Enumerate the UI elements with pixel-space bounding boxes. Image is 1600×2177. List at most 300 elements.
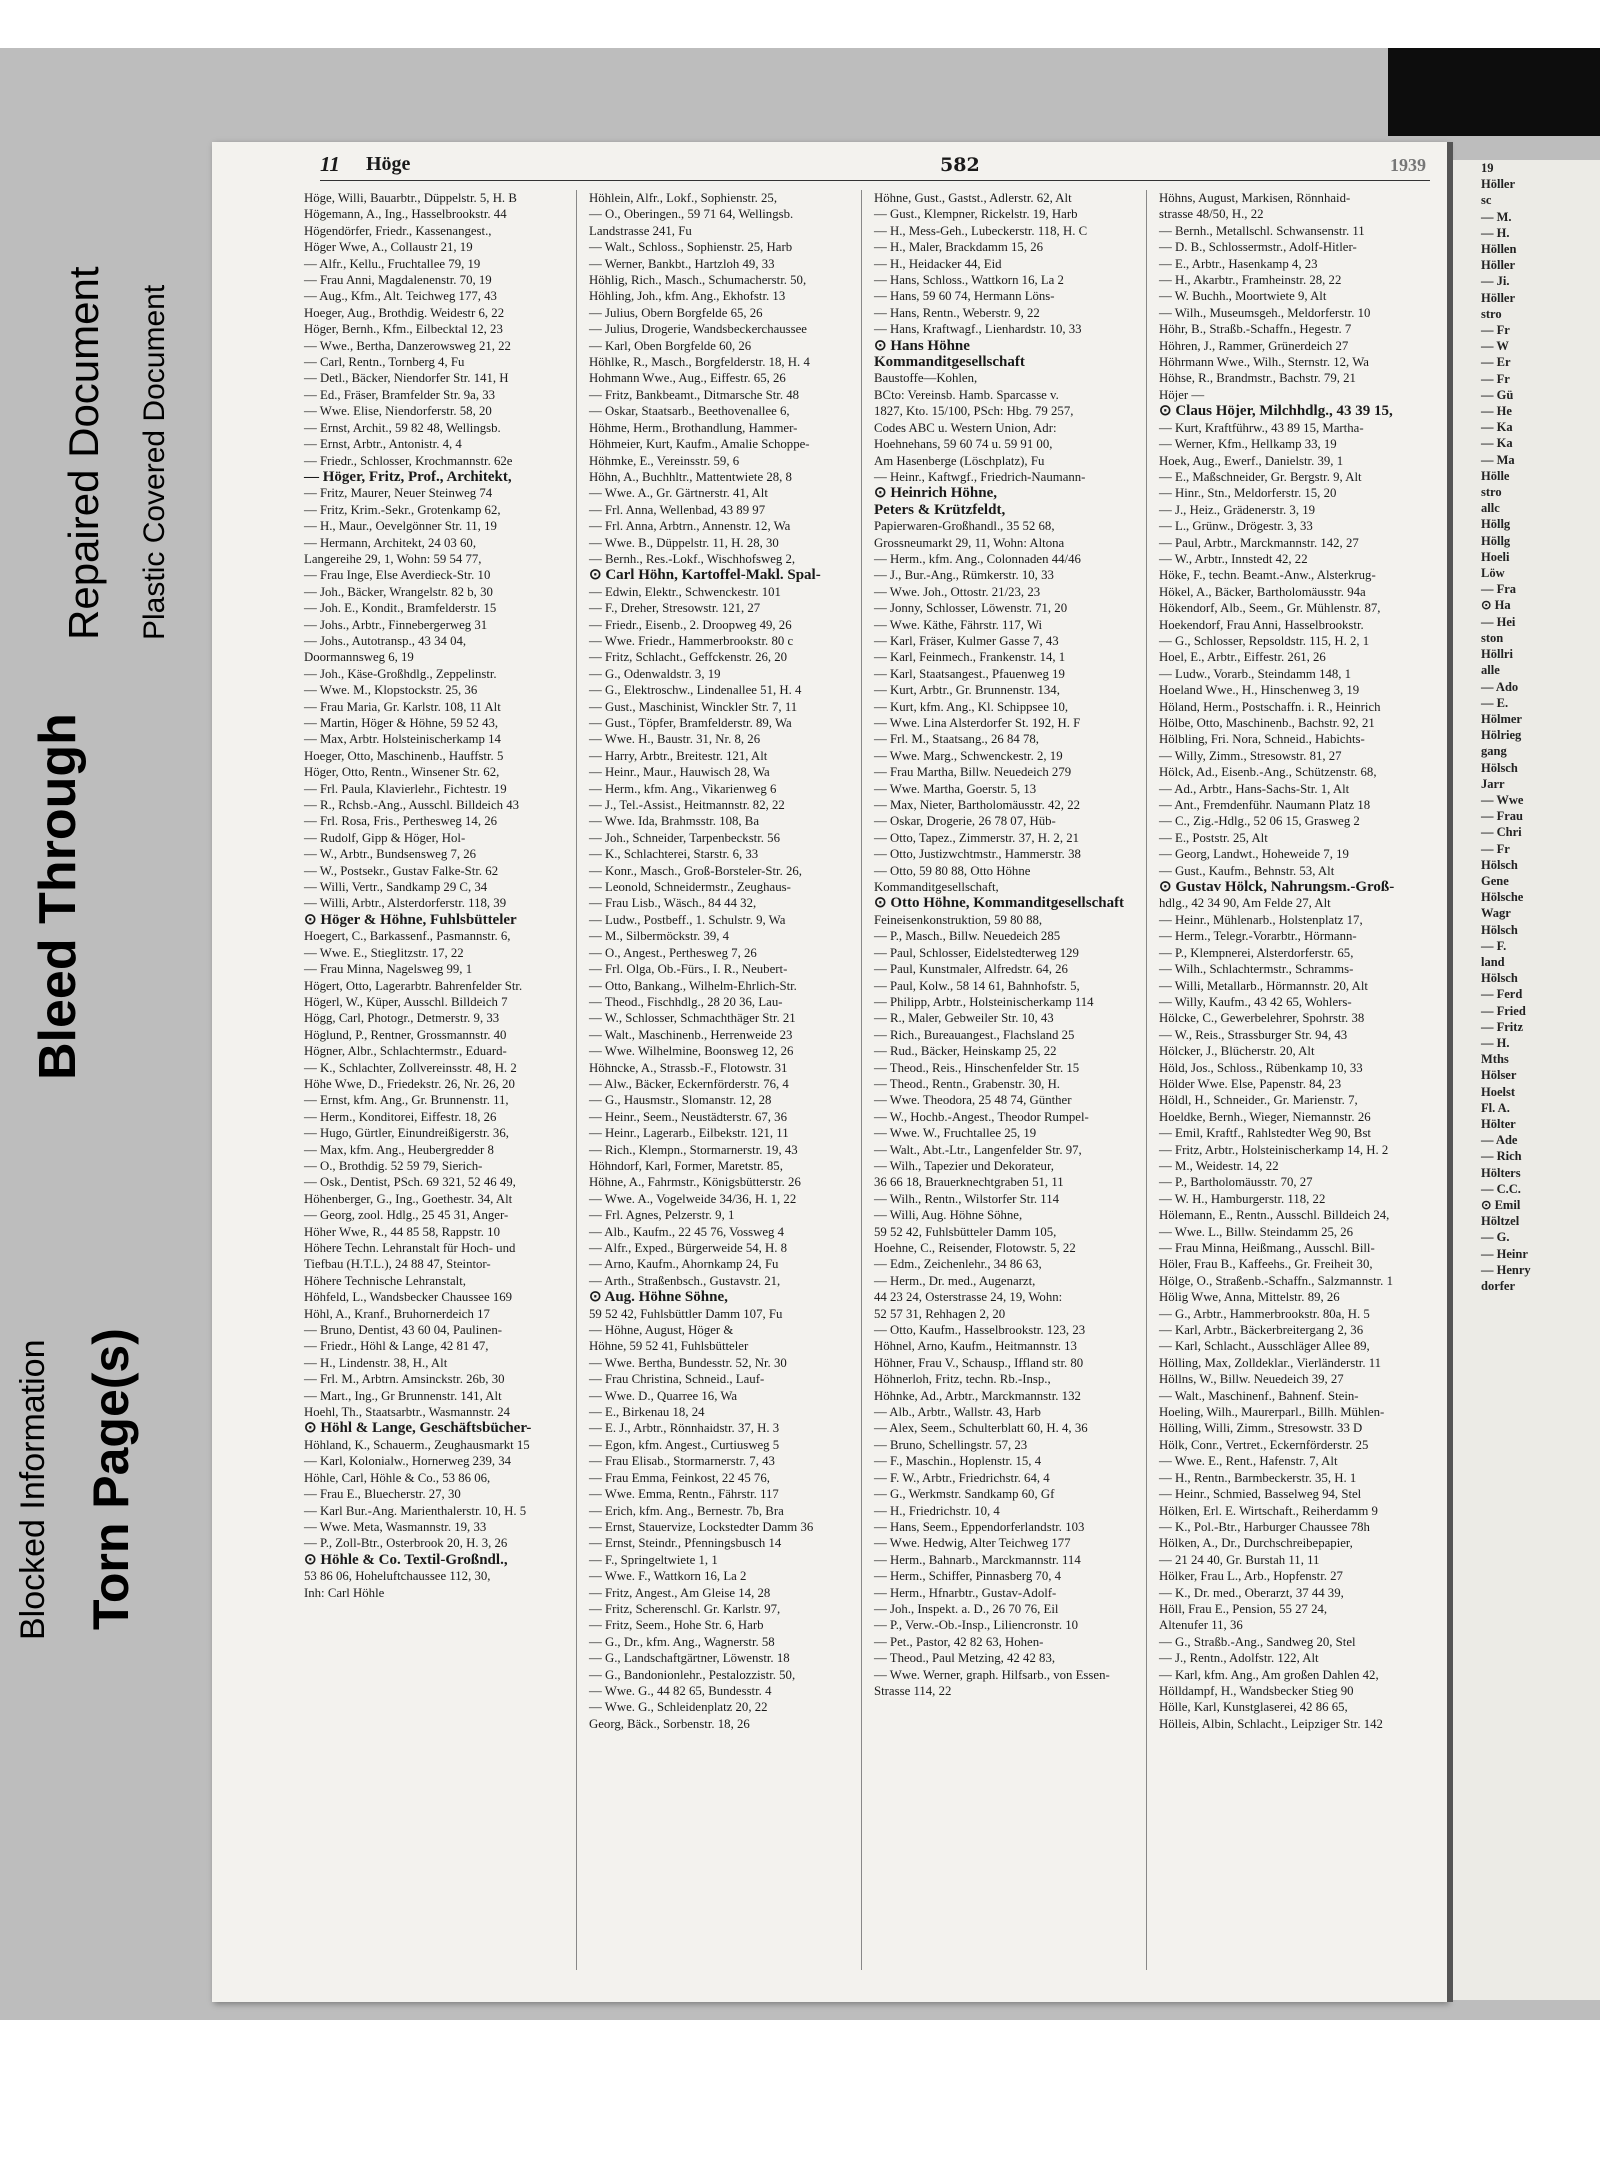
directory-entry: ⊙ Otto Höhne, Kommanditgesellschaft bbox=[874, 895, 1125, 912]
directory-entry: — Herm., Dr. med., Augenarzt, bbox=[874, 1273, 1036, 1288]
next-page-line: — Wwe bbox=[1481, 792, 1524, 807]
directory-entry: — Hans, Kraftwagf., Lienhardstr. 10, 33 bbox=[874, 322, 1082, 337]
directory-entry: Hölge, O., Straßenb.-Schaffn., Salzmannstr. 1 bbox=[1159, 1273, 1393, 1288]
directory-entry: — Johs., Arbtr., Finnebergerweg 31 bbox=[304, 617, 488, 632]
directory-entry: — Frau Lisb., Wäsch., 84 44 32, bbox=[589, 896, 757, 911]
next-page-line: Hölsch bbox=[1481, 857, 1518, 872]
directory-entry: — Frl. Rosa, Fris., Perthesweg 14, 26 bbox=[304, 814, 498, 829]
directory-entry: — Otto, 59 80 88, Otto Höhne bbox=[874, 863, 1031, 878]
directory-entry: — C., Zig.-Hdlg., 52 06 15, Grasweg 2 bbox=[1159, 814, 1360, 829]
directory-entry: — G., Landschaftgärtner, Löwenstr. 18 bbox=[589, 1651, 790, 1666]
directory-entry: — P., Masch., Billw. Neuedeich 285 bbox=[874, 929, 1061, 944]
directory-entry: — Theod., Paul Metzing, 42 42 83, bbox=[874, 1651, 1056, 1666]
directory-entry: Höhlke, R., Masch., Borgfelderstr. 18, H. 4 bbox=[589, 355, 810, 370]
directory-entry: Höldl, H., Schneider., Gr. Marienstr. 7, bbox=[1159, 1093, 1358, 1108]
directory-entry: — Wwe., Bertha, Danzerowsweg 21, 22 bbox=[304, 338, 511, 353]
directory-entry: — Frau Minna, Nagelsweg 99, 1 bbox=[304, 962, 473, 977]
directory-entry: — Kurt, Kraftführw., 43 89 15, Martha- bbox=[1159, 420, 1364, 435]
directory-entry: — Frau Minna, Heißmang., Ausschl. Bill- bbox=[1159, 1241, 1375, 1255]
directory-entry: — P., Klempnerei, Alsterdorferstr. 65, bbox=[1159, 945, 1354, 960]
directory-entry: — Rich., Klempn., Stormarnerstr. 19, 43 bbox=[589, 1142, 798, 1157]
directory-entry: — Herm., Schiffer, Pinnasberg 70, 4 bbox=[874, 1569, 1062, 1584]
next-page-line: Löw bbox=[1481, 566, 1505, 581]
directory-entry: Hoeger, Aug., Brothdig. Weidestr 6, 22 bbox=[304, 305, 505, 320]
directory-entry: — K., Schlachter, Zollvereinsstr. 48, H. 2 bbox=[304, 1060, 517, 1075]
directory-entry: — Herm., kfm. Ang., Vikarienweg 6 bbox=[589, 781, 777, 796]
directory-entry: — W., Reis., Strassburger Str. 94, 43 bbox=[1159, 1027, 1348, 1042]
directory-entry: — Wwe. F., Wattkorn 16, La 2 bbox=[589, 1569, 747, 1584]
directory-entry: ⊙ Aug. Höhne Söhne, bbox=[589, 1289, 728, 1306]
directory-entry: — Bruno, Dentist, 43 60 04, Paulinen- bbox=[304, 1323, 502, 1338]
directory-entry: — Wwe. E., Rent., Hafenstr. 7, Alt bbox=[1159, 1454, 1338, 1469]
directory-entry: — Wwe. Lina Alsterdorfer St. 192, H. F bbox=[874, 716, 1081, 730]
directory-entry: — Edwin, Elektr., Schwenckestr. 101 bbox=[589, 584, 781, 599]
directory-entry: — R., Rchsb.-Ang., Ausschl. Billdeich 43 bbox=[304, 798, 520, 813]
directory-entry: — Wwe. H., Baustr. 31, Nr. 8, 26 bbox=[589, 732, 761, 747]
directory-entry: 59 52 42, Fuhlsbütteler Damm 105, bbox=[874, 1224, 1057, 1239]
next-page-line: — Er bbox=[1481, 355, 1511, 370]
directory-entry: Höhenberger, G., Ing., Goethestr. 34, Alt bbox=[304, 1191, 513, 1206]
directory-entry: — Walt., Abt.-Ltr., Langenfelder Str. 97, bbox=[874, 1142, 1082, 1157]
next-page-line: — Hei bbox=[1481, 614, 1516, 629]
directory-entry: Högg, Carl, Photogr., Detmerstr. 9, 33 bbox=[304, 1011, 500, 1026]
directory-entry: ⊙ Gustav Hölck, Nahrungsm.-Groß- bbox=[1159, 879, 1395, 896]
directory-entry: — Wwe. Martha, Goerstr. 5, 13 bbox=[874, 781, 1037, 796]
directory-entry: — Wwe. Ida, Brahmsstr. 108, Ba bbox=[589, 814, 760, 829]
directory-entry: — Edm., Zeichenlehr., 34 86 63, bbox=[874, 1257, 1042, 1272]
directory-entry: Hoehne, C., Reisender, Flotowstr. 5, 22 bbox=[874, 1241, 1076, 1255]
directory-entry: — Ernst, Arbtr., Antonistr. 4, 4 bbox=[304, 437, 462, 452]
directory-entry: — G., Bandonionlehr., Pestalozzistr. 50, bbox=[589, 1667, 796, 1682]
directory-entry: — Wwe. B., Düppelstr. 11, H. 28, 30 bbox=[589, 535, 779, 550]
directory-entry: — Wwe. G., Schleidenplatz 20, 22 bbox=[589, 1700, 768, 1715]
directory-entry: Hölldampf, H., Wandsbecker Stieg 90 bbox=[1159, 1683, 1354, 1698]
directory-entry: Höglund, P., Rentner, Grossmannstr. 40 bbox=[304, 1027, 507, 1042]
directory-entry: — Carl, Rentn., Tornberg 4, Fu bbox=[304, 355, 465, 370]
directory-entry: — Ad., Arbtr., Hans-Sachs-Str. 1, Alt bbox=[1159, 781, 1350, 796]
directory-entry: Höhere Techn. Lehranstalt für Hoch- und bbox=[304, 1241, 516, 1255]
next-page-line: gang bbox=[1481, 744, 1507, 759]
directory-entry: Inh: Carl Höhle bbox=[304, 1585, 385, 1600]
next-page-line: — M. bbox=[1481, 209, 1512, 224]
next-page-line: Hölsche bbox=[1481, 890, 1524, 905]
directory-entry: — Jonny, Schlosser, Löwenstr. 71, 20 bbox=[874, 601, 1068, 616]
directory-entry: — Joh., Schneider, Tarpenbeckstr. 56 bbox=[589, 830, 780, 845]
directory-entry: — Konr., Masch., Groß-Borsteler-Str. 26, bbox=[589, 863, 802, 878]
directory-entry: Högert, Otto, Lagerarbtr. Bahrenfelder Str. bbox=[304, 978, 523, 993]
next-page-line: alle bbox=[1481, 663, 1500, 678]
directory-entry: — Walt., Schloss., Sophienstr. 25, Harb bbox=[589, 240, 793, 255]
directory-entry: — Herm., kfm. Ang., Colonnaden 44/46 bbox=[874, 551, 1081, 566]
directory-entry: — Fritz, Schlacht., Geffckenstr. 26, 20 bbox=[589, 650, 788, 665]
directory-entry: — Alb., Arbtr., Wallstr. 43, Harb bbox=[874, 1405, 1041, 1420]
directory-entry: — G., Odenwaldstr. 3, 19 bbox=[589, 666, 721, 681]
directory-entry: ⊙ Claus Höjer, Milchhdlg., 43 39 15, bbox=[1159, 403, 1393, 420]
directory-entry: — F., Maschin., Hoplenstr. 15, 4 bbox=[874, 1454, 1042, 1469]
directory-entry: — W., Postsekr., Gustav Falke-Str. 62 bbox=[304, 863, 499, 878]
directory-entry: — H., Lindenstr. 38, H., Alt bbox=[304, 1355, 448, 1370]
directory-entry: Hölcker, J., Blücherstr. 20, Alt bbox=[1159, 1044, 1315, 1059]
directory-entry: Hölker, Frau L., Arb., Hopfenstr. 27 bbox=[1159, 1569, 1343, 1584]
next-page-line: Hölle bbox=[1481, 468, 1510, 483]
directory-entry: — Willi, Aug. Höhne Söhne, bbox=[874, 1208, 1023, 1223]
directory-entry: — Frau Inge, Else Averdieck-Str. 10 bbox=[304, 568, 491, 583]
directory-entry: — Willi, Arbtr., Alsterdorferstr. 118, 39 bbox=[304, 896, 507, 911]
directory-entry: — Fritz, Krim.-Sekr., Grotenkamp 62, bbox=[304, 502, 501, 517]
directory-entry: — Hans, Schloss., Wattkorn 16, La 2 bbox=[874, 273, 1064, 288]
directory-entry: Höhren, J., Rammer, Grünerdeich 27 bbox=[1159, 338, 1349, 353]
directory-entry: Höhlig, Rich., Masch., Schumacherstr. 50, bbox=[589, 273, 807, 288]
directory-entry: — Johs., Autotransp., 43 34 04, bbox=[304, 633, 467, 648]
directory-entry: — Hans, 59 60 74, Hermann Löns- bbox=[874, 289, 1055, 304]
directory-entry: — Wilh., Schlachtermstr., Schramms- bbox=[1159, 962, 1354, 977]
next-page-line: — Ma bbox=[1481, 452, 1515, 467]
directory-entry: Högemann, A., Ing., Hasselbrookstr. 44 bbox=[304, 207, 507, 222]
directory-entry: — E., Poststr. 25, Alt bbox=[1159, 830, 1268, 845]
directory-entry: — Friedr., Eisenb., 2. Droopweg 49, 26 bbox=[589, 617, 792, 632]
directory-entry: — W. H., Hamburgerstr. 118, 22 bbox=[1159, 1191, 1326, 1206]
directory-entry: Höland, Herm., Postschaffn. i. R., Heinrich bbox=[1159, 699, 1381, 714]
directory-entry: — Heinr., Mühlenarb., Holstenplatz 17, bbox=[1159, 912, 1363, 927]
directory-entry: — Harry, Arbtr., Breitestr. 121, Alt bbox=[589, 748, 768, 763]
directory-entry: — Wwe. L., Billw. Steindamm 25, 26 bbox=[1159, 1224, 1354, 1239]
directory-entry: — Detl., Bäcker, Niendorfer Str. 141, H bbox=[304, 371, 509, 386]
directory-entry: Höhmeier, Kurt, Kaufm., Amalie Schoppe- bbox=[589, 437, 810, 452]
directory-entry: Hölbe, Otto, Maschinenb., Bachstr. 92, 21 bbox=[1159, 716, 1375, 730]
directory-entry: — O., Brothdig. 52 59 79, Sierich- bbox=[304, 1158, 483, 1173]
directory-entry: Hölck, Ad., Eisenb.-Ang., Schützenstr. 68, bbox=[1159, 765, 1377, 780]
directory-entry: — Joh., Inspekt. a. D., 26 70 76, Eil bbox=[874, 1601, 1059, 1616]
directory-entry: Kommanditgesellschaft bbox=[874, 354, 1025, 371]
next-page-line: Mths bbox=[1481, 1052, 1509, 1067]
directory-entry: — P., Bartholomäusstr. 70, 27 bbox=[1159, 1175, 1313, 1190]
directory-entry: — J., Tel.-Assist., Heitmannstr. 82, 22 bbox=[589, 798, 785, 813]
directory-entry: — Georg, Landwt., Hoheweide 7, 19 bbox=[1159, 847, 1349, 862]
directory-entry: — Willi, Metallarb., Hörmannstr. 20, Alt bbox=[1159, 978, 1368, 993]
directory-entry: Höhle, Carl, Höhle & Co., 53 86 06, bbox=[304, 1470, 491, 1485]
next-page-line: Höller bbox=[1481, 258, 1516, 273]
directory-entry: — Frl. Paula, Klavierlehr., Fichtestr. 19 bbox=[304, 781, 507, 796]
directory-entry: Codes ABC u. Western Union, Adr: bbox=[874, 420, 1057, 435]
header-year: 1939 bbox=[1390, 155, 1426, 175]
next-page-line: — Chri bbox=[1481, 825, 1522, 840]
directory-entry: — Otto, Bankang., Wilhelm-Ehrlich-Str. bbox=[589, 978, 797, 993]
next-page-line: — Gü bbox=[1481, 387, 1514, 402]
directory-entry: — Alex, Seem., Schulterblatt 60, H. 4, 36 bbox=[874, 1421, 1088, 1436]
next-page-line: — W bbox=[1481, 339, 1509, 354]
directory-entry: — Alfr., Exped., Bürgerweide 54, H. 8 bbox=[589, 1241, 788, 1255]
directory-entry: Höhfeld, L., Wandsbecker Chaussee 169 bbox=[304, 1290, 513, 1305]
directory-entry: ⊙ Hans Höhne bbox=[874, 337, 970, 354]
directory-entry: — Arth., Straßenbsch., Gustavstr. 21, bbox=[589, 1273, 781, 1288]
directory-entry: — W., Hochb.-Angest., Theodor Rumpel- bbox=[874, 1109, 1089, 1124]
directory-entry: — Karl, kfm. Ang., Am großen Dahlen 42, bbox=[1159, 1667, 1379, 1682]
directory-entry: Högner, Albr., Schlachtermstr., Eduard- bbox=[304, 1044, 507, 1059]
directory-entry: — Paul, Schlosser, Eidelstedterweg 129 bbox=[874, 945, 1079, 960]
directory-entry: — Fritz, Seem., Hohe Str. 6, Harb bbox=[589, 1618, 764, 1633]
directory-entry: — J., Bur.-Ang., Rümkerstr. 10, 33 bbox=[874, 568, 1054, 583]
next-page-line: Gene bbox=[1481, 873, 1509, 888]
directory-entry: Höhn, A., Buchhltr., Mattentwiete 28, 8 bbox=[589, 469, 792, 484]
directory-entry: — E., Arbtr., Hasenkamp 4, 23 bbox=[1159, 256, 1318, 271]
directory-entry: — Oskar, Drogerie, 26 78 07, Hüb- bbox=[874, 814, 1056, 829]
directory-entry: — Herm., Telegr.-Vorarbtr., Hörmann- bbox=[1159, 929, 1357, 944]
directory-entry: — G., Hausmstr., Slomanstr. 12, 28 bbox=[589, 1093, 772, 1108]
directory-entry: ⊙ Höhle & Co. Textil-Großndl., bbox=[304, 1551, 508, 1568]
directory-entry: Hoegert, C., Barkassenf., Pasmannstr. 6, bbox=[304, 929, 511, 944]
directory-entry: Höhne, 59 52 41, Fuhlsbütteler bbox=[589, 1339, 749, 1354]
next-page-line: Hölsch bbox=[1481, 760, 1518, 775]
directory-entry: — H., Heidacker 44, Eid bbox=[874, 256, 1002, 271]
directory-entry: — Herm., Konditorei, Eiffestr. 18, 26 bbox=[304, 1109, 497, 1124]
next-page-line: Höller bbox=[1481, 177, 1516, 192]
running-head bbox=[320, 146, 1430, 181]
directory-entry: — H., Friedrichstr. 10, 4 bbox=[874, 1503, 1000, 1518]
directory-entry: — Hinr., Stn., Meldorferstr. 15, 20 bbox=[1159, 486, 1337, 501]
next-page-line: ston bbox=[1481, 630, 1504, 645]
directory-entry: Höhnke, Ad., Arbtr., Marckmannstr. 132 bbox=[874, 1388, 1081, 1403]
directory-entry: Höher Wwe, R., 44 85 58, Rappstr. 10 bbox=[304, 1224, 500, 1239]
directory-entry: — Joh., Käse-Großhdlg., Zeppelinstr. bbox=[304, 666, 497, 681]
next-page-fragment bbox=[1453, 160, 1600, 2000]
next-page-line: Hölters bbox=[1481, 1165, 1521, 1180]
directory-entry: Hölken, A., Dr., Durchschreibepapier, bbox=[1159, 1536, 1353, 1551]
directory-entry: — W., Schlosser, Schmachthäger Str. 21 bbox=[589, 1011, 796, 1026]
label-blocked-information: Blocked Information bbox=[14, 1339, 52, 1640]
directory-entry: — Max, Nieter, Bartholomäusstr. 42, 22 bbox=[874, 798, 1080, 813]
directory-entry: ⊙ Carl Höhn, Kartoffel-Makl. Spal- bbox=[589, 567, 821, 584]
directory-entry: — Bernh., Metallschl. Schwansenstr. 11 bbox=[1159, 223, 1365, 238]
directory-entry: Hölbling, Fri. Nora, Schneid., Habichts- bbox=[1159, 732, 1365, 747]
directory-entry: Hökel, A., Bäcker, Bartholomäusstr. 94a bbox=[1159, 584, 1366, 599]
next-page-line: Hölsch bbox=[1481, 971, 1518, 986]
directory-entry: — Ernst, Archit., 59 82 48, Wellingsb. bbox=[304, 420, 501, 435]
directory-entry: — Wwe. Bertha, Bundesstr. 52, Nr. 30 bbox=[589, 1355, 787, 1370]
directory-page bbox=[212, 142, 1447, 2002]
next-page-line: Höltzel bbox=[1481, 1214, 1520, 1229]
directory-entry: Landstrasse 241, Fu bbox=[589, 223, 692, 238]
directory-entry: — G., Elektroschw., Lindenallee 51, H. 4 bbox=[589, 683, 802, 698]
directory-entry: — Egon, kfm. Angest., Curtiusweg 5 bbox=[589, 1437, 780, 1452]
label-repaired-document: Repaired Document bbox=[60, 266, 107, 640]
directory-entry: — Karl, Staatsangest., Pfauenweg 19 bbox=[874, 666, 1065, 681]
directory-entry: Hoeling, Wilh., Maurerparl., Billh. Mühlen- bbox=[1159, 1405, 1385, 1420]
next-page-line: — Heinr bbox=[1481, 1246, 1528, 1261]
next-page-line: 19 bbox=[1481, 161, 1494, 175]
next-page-line: — Ade bbox=[1481, 1133, 1518, 1148]
directory-entry: — Willy, Zimm., Stresowstr. 81, 27 bbox=[1159, 748, 1342, 763]
directory-entry: — R., Maler, Gebweiler Str. 10, 43 bbox=[874, 1011, 1054, 1026]
directory-entry: — W. Buchh., Moortwiete 9, Alt bbox=[1159, 289, 1327, 304]
directory-entry: Höhnel, Arno, Kaufm., Heitmannstr. 13 bbox=[874, 1339, 1077, 1354]
directory-entry: 53 86 06, Hoheluftchaussee 112, 30, bbox=[304, 1569, 491, 1584]
directory-entry: Höllns, W., Billw. Neuedeich 39, 27 bbox=[1159, 1372, 1344, 1387]
directory-entry: — H., Maur., Oevelgönner Str. 11, 19 bbox=[304, 519, 497, 534]
stamp-labels bbox=[0, 220, 200, 1780]
directory-entry: — Ernst, Steindr., Pfenningsbusch 14 bbox=[589, 1536, 782, 1551]
directory-entry: Höger, Otto, Rentn., Winsener Str. 62, bbox=[304, 765, 500, 780]
directory-entry: — Rud., Bäcker, Heinskamp 25, 22 bbox=[874, 1044, 1057, 1059]
directory-entry: — Fritz, Bankbeamt., Ditmarsche Str. 48 bbox=[589, 387, 800, 402]
directory-entry: Hölemann, E., Rentn., Ausschl. Billdeich 24, bbox=[1159, 1208, 1390, 1223]
next-page-line: stro bbox=[1481, 485, 1502, 500]
directory-entry: — F., Springeltwiete 1, 1 bbox=[589, 1552, 718, 1567]
next-page-line: Hölrieg bbox=[1481, 728, 1522, 743]
directory-entry: — Karl Bur.-Ang. Marienthalerstr. 10, H. 5 bbox=[304, 1503, 527, 1518]
next-page-line: Hölsch bbox=[1481, 922, 1518, 937]
next-page-line: Hoelst bbox=[1481, 1084, 1516, 1099]
next-page-line: Hölmer bbox=[1481, 711, 1522, 726]
directory-entry: — Frau Elisab., Stormarnerstr. 7, 43 bbox=[589, 1454, 775, 1469]
directory-entry: — Karl, Oben Borgfelde 60, 26 bbox=[589, 338, 752, 353]
directory-entry: — Frl. M., Staatsang., 26 84 78, bbox=[874, 732, 1039, 747]
directory-entry: Höld, Jos., Schloss., Rübenkamp 10, 33 bbox=[1159, 1060, 1363, 1075]
directory-entry: Höhl, A., Kranf., Bruhornerdeich 17 bbox=[304, 1306, 490, 1321]
directory-entry: — Frl. Olga, Ob.-Fürs., I. R., Neubert- bbox=[589, 962, 788, 977]
directory-entry: Hoel, E., Arbtr., Eiffestr. 261, 26 bbox=[1159, 650, 1326, 665]
directory-entry: — Frau Anni, Magdalenenstr. 70, 19 bbox=[304, 273, 492, 288]
directory-entry: Kommanditgesellschaft, bbox=[874, 880, 999, 895]
directory-entry: Höhns, August, Markisen, Rönnhaid- bbox=[1159, 191, 1351, 205]
directory-entry: ⊙ Höhl & Lange, Geschäftsbücher- bbox=[304, 1420, 532, 1437]
header-printed-page: 582 bbox=[940, 154, 980, 176]
directory-entry: — Frau Emma, Feinkost, 22 45 76, bbox=[589, 1470, 770, 1485]
next-page-line: — Ji. bbox=[1481, 274, 1510, 289]
directory-entry: — Aug., Kfm., Alt. Teichweg 177, 43 bbox=[304, 289, 497, 304]
directory-entry: BCto: Vereinsb. Hamb. Sparcasse v. bbox=[874, 387, 1059, 402]
next-page-line: — Fried bbox=[1481, 1003, 1526, 1018]
directory-entry: Hoehnehans, 59 60 74 u. 59 91 00, bbox=[874, 437, 1053, 452]
directory-entry: Hölder Wwe. Else, Papenstr. 84, 23 bbox=[1159, 1076, 1342, 1091]
directory-entry: Altenufer 11, 36 bbox=[1159, 1618, 1243, 1633]
directory-entry: — Karl, Fräser, Kulmer Gasse 7, 43 bbox=[874, 633, 1059, 648]
directory-entry: — O., Angest., Perthesweg 7, 26 bbox=[589, 945, 757, 960]
next-page-line: — G. bbox=[1481, 1230, 1510, 1245]
directory-entry: — Heinr., Maur., Hauwisch 28, Wa bbox=[589, 765, 770, 780]
directory-entry: — Kurt, Arbtr., Gr. Brunnenstr. 134, bbox=[874, 683, 1060, 698]
directory-entry: — Willy, Kaufm., 43 42 65, Wohlers- bbox=[1159, 994, 1352, 1009]
directory-column-3 bbox=[870, 190, 1147, 1970]
header-word: Höge bbox=[366, 153, 411, 175]
directory-entry: 1827, Kto. 15/100, PSch: Hbg. 79 257, bbox=[874, 404, 1074, 419]
directory-entry: — Pet., Pastor, 42 82 63, Hohen- bbox=[874, 1634, 1044, 1649]
directory-entry: Höll, Frau E., Pension, 55 27 24, bbox=[1159, 1601, 1328, 1616]
directory-entry: strasse 48/50, H., 22 bbox=[1159, 207, 1264, 222]
directory-entry: — Ant., Fremdenführ. Naumann Platz 18 bbox=[1159, 798, 1371, 813]
directory-entry: — Wwe. A., Gr. Gärtnerstr. 41, Alt bbox=[589, 486, 768, 501]
directory-entry: — Paul, Kolw., 58 14 61, Bahnhofstr. 5, bbox=[874, 978, 1080, 993]
directory-entry: — Karl, Feinmech., Frankenstr. 14, 1 bbox=[874, 650, 1066, 665]
directory-entry: — 21 24 40, Gr. Burstah 11, 11 bbox=[1159, 1552, 1320, 1567]
directory-entry: — Ernst, Stauervize, Lockstedter Damm 36 bbox=[589, 1519, 814, 1534]
directory-entry: — Heinr., Seem., Neustädterstr. 67, 36 bbox=[589, 1109, 787, 1124]
directory-entry: — Alw., Bäcker, Eckernförderstr. 76, 4 bbox=[589, 1076, 789, 1091]
directory-entry: — Rich., Bureauangest., Flachsland 25 bbox=[874, 1027, 1075, 1042]
directory-entry: — Georg, zool. Hdlg., 25 45 31, Anger- bbox=[304, 1208, 509, 1223]
directory-entry: — F., Dreher, Stresowstr. 121, 27 bbox=[589, 601, 761, 616]
next-page-line: Hölser bbox=[1481, 1068, 1517, 1083]
next-page-line: Höller bbox=[1481, 290, 1516, 305]
directory-entry: — Alfr., Kellu., Fruchtallee 79, 19 bbox=[304, 256, 481, 271]
directory-entry: — Theod., Reis., Hinschenfelder Str. 15 bbox=[874, 1060, 1080, 1075]
next-page-line: — Fr bbox=[1481, 323, 1510, 338]
directory-entry: — Gust., Maschinist, Winckler Str. 7, 11 bbox=[589, 699, 798, 714]
directory-entry: — Erich, kfm. Ang., Bernestr. 7b, Bra bbox=[589, 1503, 784, 1518]
next-page-line: — He bbox=[1481, 404, 1512, 419]
directory-entry: — Ed., Fräser, Bramfelder Str. 9a, 33 bbox=[304, 387, 496, 402]
label-plastic-covered-document: Plastic Covered Document bbox=[138, 284, 171, 640]
directory-entry: — Frau Maria, Gr. Karlstr. 108, 11 Alt bbox=[304, 699, 501, 714]
next-page-line: — Ado bbox=[1481, 679, 1519, 694]
directory-entry: Höger, Bernh., Kfm., Eilbecktal 12, 23 bbox=[304, 322, 503, 337]
directory-entry: — Otto, Justizwchtmstr., Hammerstr. 38 bbox=[874, 847, 1081, 862]
directory-entry: — Frl. Agnes, Pelzerstr. 9, 1 bbox=[589, 1208, 735, 1223]
directory-entry: Höhne, A., Fahrmstr., Königsbütterstr. 26 bbox=[589, 1175, 801, 1190]
directory-entry: — K., Dr. med., Oberarzt, 37 44 39, bbox=[1159, 1585, 1344, 1600]
directory-entry: Höhncke, A., Strassb.-F., Flotowstr. 31 bbox=[589, 1060, 788, 1075]
directory-entry: — M., Weidestr. 14, 22 bbox=[1159, 1158, 1279, 1173]
directory-columns bbox=[300, 190, 1436, 1970]
directory-entry: Feineisenkonstruktion, 59 80 88, bbox=[874, 912, 1043, 927]
next-page-line: dorfer bbox=[1481, 1279, 1516, 1294]
directory-entry: — E., Maßschneider, Gr. Bergstr. 9, Alt bbox=[1159, 469, 1362, 484]
directory-entry: — Paul, Arbtr., Marckmannstr. 142, 27 bbox=[1159, 535, 1359, 550]
next-page-line: — Fr bbox=[1481, 841, 1510, 856]
directory-entry: — Friedr., Höhl & Lange, 42 81 47, bbox=[304, 1339, 489, 1354]
directory-entry: — Emil, Kraftf., Rahlstedter Weg 90, Bst bbox=[1159, 1126, 1371, 1141]
directory-entry: — Wwe. Wilhelmine, Boonsweg 12, 26 bbox=[589, 1044, 794, 1059]
directory-entry: — Wwe. G., 44 82 65, Bundesstr. 4 bbox=[589, 1683, 772, 1698]
next-page-line: — Fr bbox=[1481, 371, 1510, 386]
next-page-line: — Fra bbox=[1481, 582, 1517, 597]
directory-entry: — Werner, Kfm., Hellkamp 33, 19 bbox=[1159, 437, 1337, 452]
directory-entry: — O., Oberingen., 59 71 64, Wellingsb. bbox=[589, 207, 794, 222]
directory-entry: Hölcke, C., Gewerbelehrer, Spohrstr. 38 bbox=[1159, 1011, 1365, 1026]
directory-entry: — E., Birkenau 18, 24 bbox=[589, 1405, 705, 1420]
directory-entry: — Wilh., Rentn., Wilstorfer Str. 114 bbox=[874, 1191, 1059, 1206]
directory-entry: — Kurt, kfm. Ang., Kl. Schippsee 10, bbox=[874, 699, 1069, 714]
next-page-line: — Fritz bbox=[1481, 1019, 1523, 1034]
directory-entry: — Fritz, Maurer, Neuer Steinweg 74 bbox=[304, 486, 493, 501]
directory-entry: Hölken, Erl. E. Wirtschaft., Reiherdamm 9 bbox=[1159, 1503, 1378, 1518]
directory-entry: — Höhne, August, Höger & bbox=[589, 1323, 734, 1338]
directory-entry: — Fritz, Arbtr., Holsteinischerkamp 14, H. 2 bbox=[1159, 1142, 1389, 1157]
directory-entry: — Wwe. Theodora, 25 48 74, Günther bbox=[874, 1093, 1072, 1108]
directory-entry: — Wwe. Friedr., Hammerbrookstr. 80 c bbox=[589, 633, 794, 648]
label-bleed-through: Bleed Through bbox=[29, 713, 87, 1080]
directory-entry: — Friedr., Schlosser, Krochmannstr. 62e bbox=[304, 453, 513, 468]
next-page-line: land bbox=[1481, 954, 1505, 969]
next-page-line: allc bbox=[1481, 501, 1500, 516]
directory-entry: Hoeland Wwe., H., Hinschenweg 3, 19 bbox=[1159, 683, 1360, 698]
directory-entry: Am Hasenberge (Löschplatz), Fu bbox=[874, 453, 1045, 468]
next-page-line: ⊙ Emil bbox=[1481, 1198, 1521, 1212]
directory-entry: — Ludw., Vorarb., Steindamm 148, 1 bbox=[1159, 666, 1352, 681]
directory-entry: ⊙ Höger & Höhne, Fuhlsbütteler bbox=[304, 911, 517, 928]
directory-entry: Georg, Bäck., Sorbenstr. 18, 26 bbox=[589, 1716, 750, 1731]
next-page-line: Hoeli bbox=[1481, 549, 1510, 564]
directory-entry: Doormannsweg 6, 19 bbox=[304, 650, 414, 665]
directory-entry: — G., Schlosser, Repsoldstr. 115, H. 2, 1 bbox=[1159, 633, 1370, 648]
directory-entry: 44 23 24, Osterstrasse 24, 19, Wohn: bbox=[874, 1290, 1063, 1305]
directory-entry: Höhere Technische Lehranstalt, bbox=[304, 1273, 466, 1288]
next-page-line: Höllg bbox=[1481, 533, 1511, 548]
directory-entry: — Fritz, Scherenschl. Gr. Karlstr. 97, bbox=[589, 1601, 781, 1616]
directory-entry: Hohmann Wwe., Aug., Eiffestr. 65, 26 bbox=[589, 371, 786, 386]
directory-entry: — Joh. E., Kondit., Bramfelderstr. 15 bbox=[304, 601, 497, 616]
directory-entry: — Frl. M., Arbtrn. Amsinckstr. 26b, 30 bbox=[304, 1372, 505, 1387]
directory-entry: — Gust., Klempner, Rickelstr. 19, Harb bbox=[874, 207, 1078, 222]
